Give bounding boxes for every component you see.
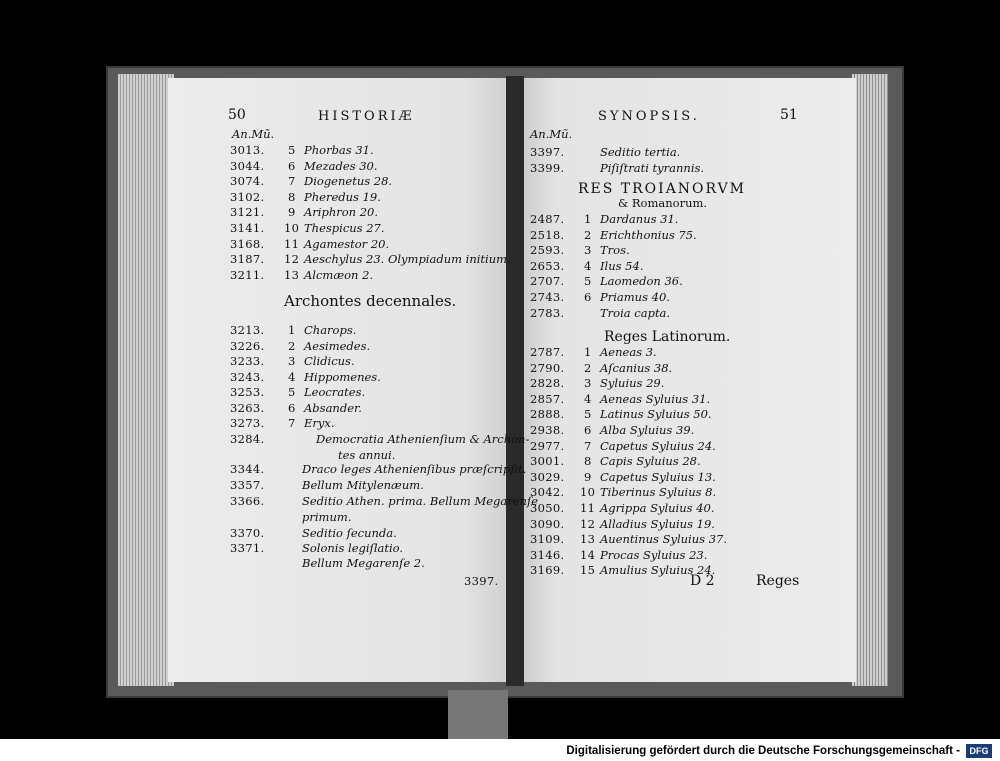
row-year: 3273. xyxy=(230,416,265,430)
row-year: 2888. xyxy=(530,407,565,422)
row-year: 2743. xyxy=(530,290,565,304)
row-year: 3187. xyxy=(230,252,265,267)
row-number: 3 xyxy=(288,354,296,368)
row-number: 2 xyxy=(288,338,296,353)
row-number: 11 xyxy=(284,236,300,251)
row-name: Priamus 40. xyxy=(600,290,670,304)
row-name: Capetus Syluius 13. xyxy=(600,469,716,484)
row-name: Ariphron 20. xyxy=(304,205,379,220)
row-year: 3253. xyxy=(230,385,265,399)
row-number: 8 xyxy=(288,189,296,204)
spine-shadow xyxy=(448,690,508,740)
row-number: 3 xyxy=(584,376,592,391)
row-name: Tros. xyxy=(600,243,630,258)
event-text: Piſiſtrati tyrannis. xyxy=(600,161,705,175)
row-number: 12 xyxy=(284,252,300,267)
row-number: 2 xyxy=(584,227,592,242)
event-year: 3344. xyxy=(230,462,265,476)
row-name: Eryx. xyxy=(304,416,335,430)
row-name: Procas Syluius 23. xyxy=(600,547,708,562)
row-number: 6 xyxy=(584,423,592,437)
left-section-title: Archontes decennales. xyxy=(284,292,457,310)
row-name: Agrippa Syluius 40. xyxy=(600,501,715,515)
row-name: Syluius 29. xyxy=(600,376,665,391)
page-edges-left xyxy=(118,74,174,686)
row-year: 3029. xyxy=(530,469,565,484)
row-year: 3226. xyxy=(230,338,265,353)
row-number: 6 xyxy=(584,290,592,304)
row-number: 9 xyxy=(584,469,592,484)
right-section-title-1: RES TROIANORVM xyxy=(578,181,747,197)
left-catchword: 3397. xyxy=(464,574,499,588)
row-year: 3243. xyxy=(230,369,265,384)
row-name: Diogenetus 28. xyxy=(304,174,393,189)
row-year: 3169. xyxy=(530,563,565,578)
row-year: 2828. xyxy=(530,376,565,391)
row-name: Auentinus Syluius 37. xyxy=(600,532,727,547)
row-number: 4 xyxy=(584,258,592,273)
event-year: 3399. xyxy=(530,161,565,175)
row-number: 13 xyxy=(284,267,300,282)
row-name: Thespicus 27. xyxy=(304,221,385,235)
gutter xyxy=(506,76,524,686)
row-year: 2857. xyxy=(530,391,565,406)
row-year: 2977. xyxy=(530,438,565,453)
row-number: 10 xyxy=(284,221,300,235)
row-name: Capetus Syluius 24. xyxy=(600,438,716,453)
row-year: 3001. xyxy=(530,454,565,469)
row-name: Tiberinus Syluius 8. xyxy=(600,485,717,500)
row-year: 3146. xyxy=(530,547,565,562)
row-number: 1 xyxy=(584,345,592,359)
row-name: Agamestor 20. xyxy=(304,236,390,251)
row-year: 3213. xyxy=(230,323,265,337)
left-running-head: HISTORIÆ xyxy=(318,109,415,124)
right-catchword: Reges xyxy=(756,573,800,589)
signature-mark: D 2 xyxy=(690,573,715,589)
row-number: 13 xyxy=(580,532,596,547)
row-number: 11 xyxy=(580,501,596,515)
row-number: 6 xyxy=(288,158,296,173)
row-year: 2938. xyxy=(530,423,565,437)
event-text: Solonis legiſlatio. xyxy=(302,541,404,555)
row-name: Leocrates. xyxy=(304,385,366,399)
row-number: 3 xyxy=(584,243,592,258)
row-year: 2653. xyxy=(530,258,565,273)
event-year: 3397. xyxy=(530,145,565,159)
row-year: 2790. xyxy=(530,360,565,375)
row-number: 1 xyxy=(584,212,592,226)
row-year: 3013. xyxy=(230,143,265,157)
footer-credit: Digitalisierung gefördert durch die Deutsche Forschungsgemeinschaft - xyxy=(566,745,960,757)
left-page-number: 50 xyxy=(228,107,246,123)
row-name: Dardanus 31. xyxy=(600,212,679,226)
row-number: 10 xyxy=(580,485,596,500)
row-year: 3263. xyxy=(230,400,265,415)
row-number: 7 xyxy=(288,416,296,430)
row-year: 3121. xyxy=(230,205,265,220)
row-number: 9 xyxy=(288,205,296,220)
row-name: Capis Syluius 28. xyxy=(600,454,701,469)
row-number: 5 xyxy=(584,407,592,422)
event-text: Bellum Mitylenæum. xyxy=(302,478,424,492)
dfg-logo: DFG xyxy=(966,744,992,758)
event-text: Democratia Athenienſium & Archon- xyxy=(316,432,530,446)
event-year: 3284. xyxy=(230,432,265,446)
row-year: 3050. xyxy=(530,501,565,515)
event-text-cont: tes annui. xyxy=(338,448,396,462)
row-year: 2783. xyxy=(530,305,565,320)
row-year: 2707. xyxy=(530,274,565,289)
row-name: Absander. xyxy=(304,400,362,415)
row-year: 2518. xyxy=(530,227,565,242)
row-number: 1 xyxy=(288,323,296,337)
row-number: 4 xyxy=(288,369,296,384)
row-year: 3074. xyxy=(230,174,265,189)
row-name: Latinus Syluius 50. xyxy=(600,407,712,422)
row-name: Aeneas Syluius 31. xyxy=(600,391,711,406)
row-number: 5 xyxy=(288,385,296,399)
row-number: 5 xyxy=(288,143,296,157)
event-text: Seditio Athen. prima. Bellum Megarenſe xyxy=(302,494,539,508)
row-name: Phorbas 31. xyxy=(304,143,374,157)
row-name: Alcmæon 2. xyxy=(304,267,374,282)
row-number: 5 xyxy=(584,274,592,289)
right-running-head: SYNOPSIS. xyxy=(598,109,700,124)
row-name: Amulius Syluius 24. xyxy=(600,563,716,578)
row-name: Mezades 30. xyxy=(304,158,378,173)
row-number: 15 xyxy=(580,563,596,578)
row-year: 3109. xyxy=(530,532,565,547)
row-name: Troia capta. xyxy=(600,305,671,320)
row-number: 7 xyxy=(288,174,296,189)
event-year: 3366. xyxy=(230,494,265,508)
row-number: 6 xyxy=(288,400,296,415)
row-year: 3042. xyxy=(530,485,565,500)
left-last-line: Bellum Megarenſe 2. xyxy=(302,556,425,570)
row-name: Charops. xyxy=(304,323,357,337)
row-name: Laomedon 36. xyxy=(600,274,683,289)
page-edges-right xyxy=(852,74,888,686)
row-year: 2787. xyxy=(530,345,565,359)
row-name: Aeneas 3. xyxy=(600,345,657,359)
row-year: 3102. xyxy=(230,189,265,204)
row-name: Aeschylus 23. Olympiadum initium. xyxy=(304,252,511,267)
row-name: Aesimedes. xyxy=(304,338,371,353)
row-name: Alba Syluius 39. xyxy=(600,423,695,437)
row-year: 3044. xyxy=(230,158,265,173)
row-name: Aſcanius 38. xyxy=(600,360,673,375)
row-number: 4 xyxy=(584,391,592,406)
row-year: 2593. xyxy=(530,243,565,258)
row-name: Erichthonius 75. xyxy=(600,227,697,242)
event-year: 3370. xyxy=(230,526,265,540)
right-column-header: An.Mũ. xyxy=(530,127,573,141)
row-number: 8 xyxy=(584,454,592,469)
right-section-subtitle: & Romanorum. xyxy=(618,196,708,210)
row-year: 2487. xyxy=(530,212,565,226)
row-number: 12 xyxy=(580,516,596,531)
row-name: Hippomenes. xyxy=(304,369,381,384)
row-name: Pheredus 19. xyxy=(304,189,381,204)
row-year: 3090. xyxy=(530,516,565,531)
event-text: Seditio tertia. xyxy=(600,145,681,159)
row-number: 2 xyxy=(584,360,592,375)
event-text: Draco leges Athenienſibus præſcripſit. xyxy=(302,462,527,476)
event-text-cont: primum. xyxy=(302,510,352,524)
event-text: Seditio ſecunda. xyxy=(302,526,397,540)
row-year: 3141. xyxy=(230,221,265,235)
row-name: Alladius Syluius 19. xyxy=(600,516,715,531)
row-name: Clidicus. xyxy=(304,354,355,368)
left-column-header: An.Mũ. xyxy=(232,127,275,141)
right-page-number: 51 xyxy=(780,107,798,123)
right-section-title-2: Reges Latinorum. xyxy=(604,329,731,345)
event-year: 3371. xyxy=(230,541,265,555)
row-year: 3168. xyxy=(230,236,265,251)
row-name: Ilus 54. xyxy=(600,258,644,273)
row-year: 3233. xyxy=(230,354,265,368)
row-number: 14 xyxy=(580,547,596,562)
event-year: 3357. xyxy=(230,478,265,492)
row-number: 7 xyxy=(584,438,592,453)
row-year: 3211. xyxy=(230,267,265,282)
